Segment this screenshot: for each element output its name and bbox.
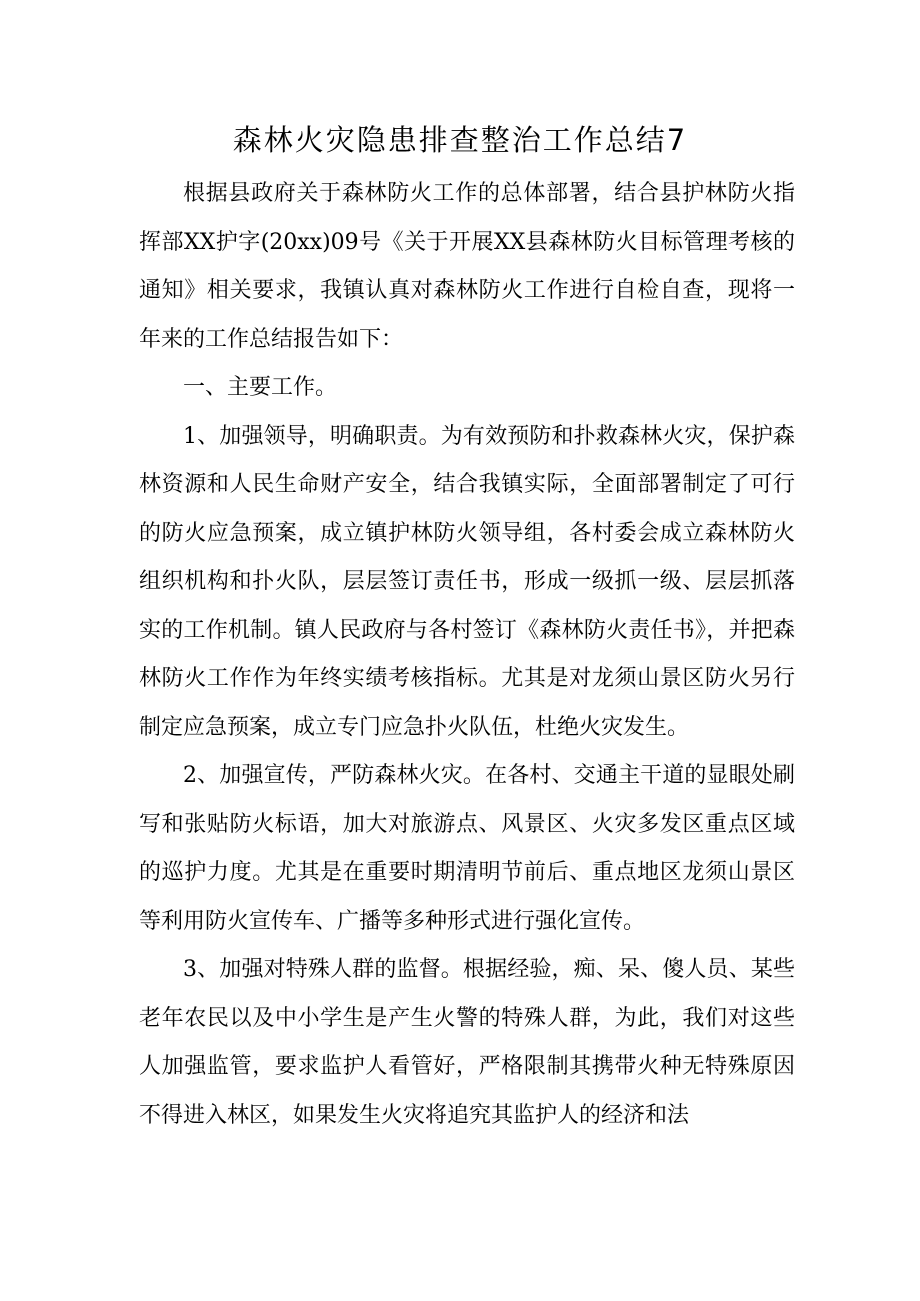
paragraph-section-heading: 一、主要工作。 [183,375,338,400]
document-body [139,170,795,1140]
paragraph-item-1: 1、加强领导，明确职责。为有效预防和扑救森林火灾，保护森林资源和人民生命财产安全，结合我镇实际，全面部署制定了可行的防火应急预案，成立镇护林防火领导组，各村委会成立森林防火组织机构和扑火队，层层签订责任书，形成一级抓一级、层层抓落实的工作机制。镇人民政府与各村签订《森林防火责任书》，并把森林防火工作作为年终实绩考核指标。尤其是对龙须山景区防火另行制定应急预案，成立专门应急扑火队伍，杜绝火灾发生。 [139,423,795,740]
paragraph-item-3: 3、加强对特殊人群的监督。根据经验，痴、呆、傻人员、某些老年农民以及中小学生是产生火警的特殊人群，为此，我们对这些人加强监管，要求监护人看管好，严格限制其携带火种无特殊原因不得进入林区，如果发生火灾将追究其监护人的经济和法 [139,957,795,1128]
paragraph-item-2: 2、加强宣传，严防森林火灾。在各村、交通主干道的显眼处刷写和张贴防火标语，加大对旅游点、风景区、火灾多发区重点区域的巡护力度。尤其是在重要时期清明节前后、重点地区龙须山景区等利用防火宣传车、广播等多种形式进行强化宣传。 [139,763,795,934]
document-title: 森林火灾隐患排查整治工作总结7 [232,123,688,157]
paragraph-intro: 根据县政府关于森林防火工作的总体部署，结合县护林防火指挥部XX护字(20xx)09号《关于开展XX县森林防火目标管理考核的通知》相关要求，我镇认真对森林防火工作进行自检自查，现将一年来的工作总结报告如下： [139,181,795,352]
